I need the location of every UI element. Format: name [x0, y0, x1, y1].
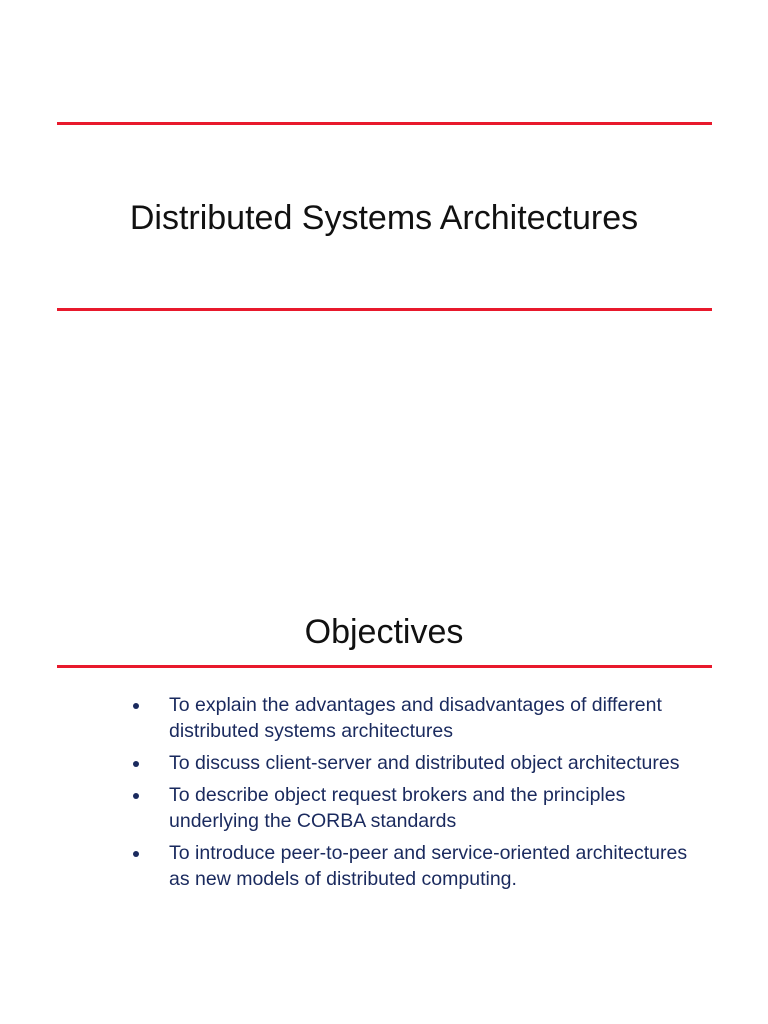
list-item — [130, 782, 690, 834]
objectives-list — [130, 692, 690, 898]
list-item — [130, 750, 690, 776]
bullet-text: To introduce peer-to-peer and service-oriented architectures as new models of distributed computing. — [169, 842, 688, 890]
objectives-title: Objectives — [304, 613, 464, 651]
bullet-text: To describe object request brokers and the principles underlying the CORBA standards — [169, 784, 626, 832]
bullet-icon — [133, 761, 139, 767]
bullet-text: To discuss client-server and distributed object architectures — [169, 752, 680, 774]
objectives-slide — [0, 512, 768, 1024]
list-item — [130, 840, 690, 892]
list-item — [130, 692, 690, 744]
objectives-divider — [57, 665, 712, 668]
bullet-icon — [133, 851, 139, 857]
slide-title: Distributed Systems Architectures — [129, 199, 639, 237]
bullet-icon — [133, 793, 139, 799]
bullet-icon — [133, 703, 139, 709]
bottom-divider — [57, 308, 712, 311]
bullet-text: To explain the advantages and disadvantages of different distributed systems architectures — [169, 694, 662, 742]
top-divider — [57, 122, 712, 125]
